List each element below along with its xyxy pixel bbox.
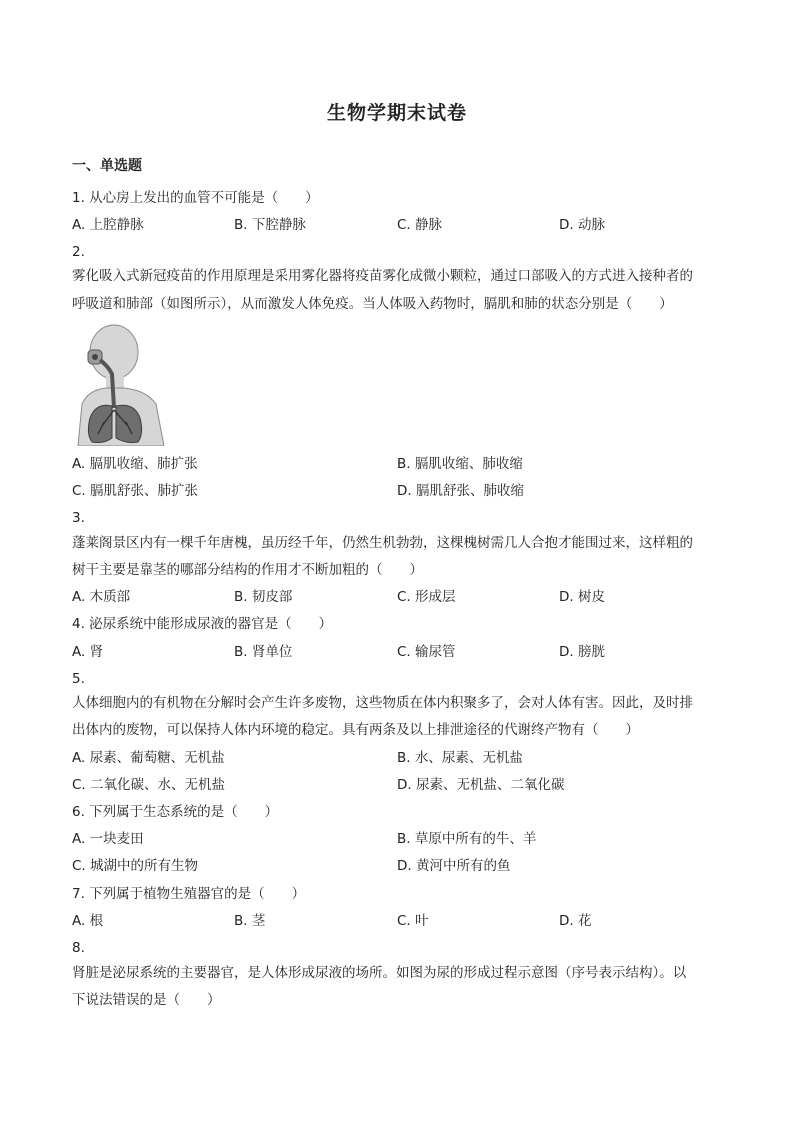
question-5-line-1: 人体细胞内的有机物在分解时会产生许多废物，这些物质在体内积聚多了，会对人体有害。因此，及时排 bbox=[72, 695, 693, 711]
question-2-number: 2. bbox=[72, 244, 85, 260]
question-4-option-c: C. 输尿管 bbox=[397, 644, 456, 660]
question-3-option-c: C. 形成层 bbox=[397, 589, 456, 605]
question-1-stem: 1. 从心房上发出的血管不可能是（ ） bbox=[72, 190, 319, 206]
respiratory-figure bbox=[74, 322, 170, 446]
question-7-stem: 7. 下列属于植物生殖器官的是（ ） bbox=[72, 886, 306, 902]
question-7-option-d: D. 花 bbox=[559, 913, 592, 929]
question-1-option-a: A. 上腔静脉 bbox=[72, 217, 144, 233]
question-4-stem: 4. 泌尿系统中能形成尿液的器官是（ ） bbox=[72, 616, 333, 632]
question-5-option-c: C. 二氧化碳、水、无机盐 bbox=[72, 777, 226, 793]
question-7-option-c: C. 叶 bbox=[397, 913, 429, 929]
question-3-line-1: 蓬莱阁景区内有一棵千年唐槐，虽历经千年，仍然生机勃勃，这棵槐树需几人合抱才能围过来，这样粗的 bbox=[72, 535, 693, 551]
question-2-option-a: A. 膈肌收缩、肺扩张 bbox=[72, 456, 198, 472]
section-heading: 一、单选题 bbox=[72, 158, 142, 174]
question-5-option-d: D. 尿素、无机盐、二氧化碳 bbox=[397, 777, 565, 793]
question-7-option-a: A. 根 bbox=[72, 913, 104, 929]
question-5-option-b: B. 水、尿素、无机盐 bbox=[397, 750, 523, 766]
question-3-option-d: D. 树皮 bbox=[559, 589, 605, 605]
question-7-option-b: B. 茎 bbox=[234, 913, 266, 929]
question-2-option-b: B. 膈肌收缩、肺收缩 bbox=[397, 456, 523, 472]
question-2-option-c: C. 膈肌舒张、肺扩张 bbox=[72, 483, 199, 499]
question-8-line-2: 下说法错误的是（ ） bbox=[72, 992, 221, 1008]
question-1-option-c: C. 静脉 bbox=[397, 217, 443, 233]
question-2-line-1: 雾化吸入式新冠疫苗的作用原理是采用雾化器将疫苗雾化成微小颗粒，通过口部吸入的方式进入接种者的 bbox=[72, 268, 693, 284]
question-4-option-b: B. 肾单位 bbox=[234, 644, 293, 660]
question-1-option-d: D. 动脉 bbox=[559, 217, 605, 233]
question-3-option-b: B. 韧皮部 bbox=[234, 589, 293, 605]
question-3-line-2: 树干主要是靠茎的哪部分结构的作用才不断加粗的（ ） bbox=[72, 562, 423, 578]
question-6-stem: 6. 下列属于生态系统的是（ ） bbox=[72, 804, 279, 820]
question-1-option-b: B. 下腔静脉 bbox=[234, 217, 306, 233]
page-title: 生物学期末试卷 bbox=[326, 102, 467, 124]
question-3-number: 3. bbox=[72, 510, 85, 526]
question-2-option-d: D. 膈肌舒张、肺收缩 bbox=[397, 483, 524, 499]
question-5-number: 5. bbox=[72, 671, 85, 687]
question-6-option-c: C. 城湖中的所有生物 bbox=[72, 858, 199, 874]
question-5-line-2: 出体内的废物，可以保持人体内环境的稳定。具有两条及以上排泄途径的代谢终产物有（ ） bbox=[72, 722, 639, 738]
question-4-option-a: A. 肾 bbox=[72, 644, 104, 660]
question-3-option-a: A. 木质部 bbox=[72, 589, 131, 605]
question-6-option-d: D. 黄河中所有的鱼 bbox=[397, 858, 511, 874]
question-8-line-1: 肾脏是泌尿系统的主要器官，是人体形成尿液的场所。如图为尿的形成过程示意图（序号表示结构）。以 bbox=[72, 965, 687, 981]
question-6-option-a: A. 一块麦田 bbox=[72, 831, 144, 847]
question-8-number: 8. bbox=[72, 940, 85, 956]
question-4-option-d: D. 膀胱 bbox=[559, 644, 605, 660]
question-2-line-2: 呼吸道和肺部（如图所示），从而激发人体免疫。当人体吸入药物时，膈肌和肺的状态分别是（ ） bbox=[72, 296, 673, 312]
question-5-option-a: A. 尿素、葡萄糖、无机盐 bbox=[72, 750, 225, 766]
question-6-option-b: B. 草原中所有的牛、羊 bbox=[397, 831, 537, 847]
